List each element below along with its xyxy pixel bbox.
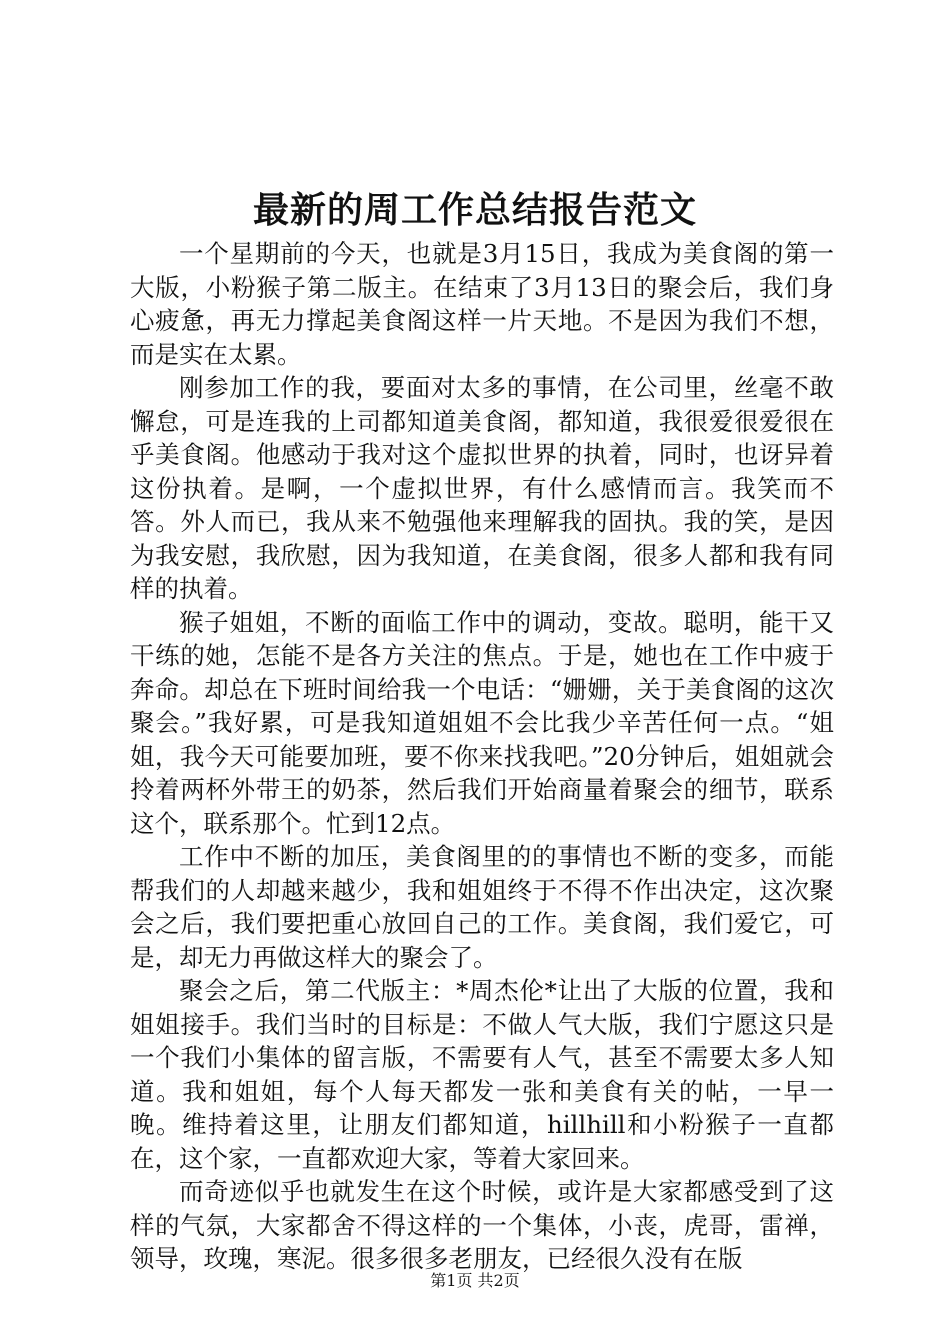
paragraph: 刚参加工作的我，要面对太多的事情，在公司里，丝毫不敢懈怠，可是连我的上司都知道美食阁，都知道，我很爱很爱很在乎美食阁。他感动于我对这个虚拟世界的执着，同时，也讶异着这份执着。是啊，一个虚拟世界，有什么感情而言。我笑而不答。外人而已，我从来不勉强他来理解我的固执。我的笑，是因为我安慰，我欣慰，因为我知道，在美食阁，很多人都和我有同样的执着。 [130, 373, 834, 603]
paragraph: 聚会之后，第二代版主：*周杰伦*让出了大版的位置，我和姐姐接手。我们当时的目标是：不做人气大版，我们宁愿这只是一个我们小集体的留言版，不需要有人气，甚至不需要太多人知道。我和姐姐，每个人每天都发一张和美食有关的帖，一早一晚。维持着这里，让朋友们都知道，hillhill和小粉猴子一直都在，这个家，一直都欢迎大家，等着大家回来。 [130, 976, 834, 1173]
paragraph: 而奇迹似乎也就发生在这个时候，或许是大家都感受到了这样的气氛，大家都舍不得这样的一个集体，小丧，虎哥，雷禅，领导，玫瑰，寒泥。很多很多老朋友，已经很久没有在版 [130, 1177, 834, 1273]
document-body [130, 237, 834, 1276]
page-footer: 第1页 共2页 [430, 1271, 520, 1290]
paragraph: 一个星期前的今天，也就是3月15日，我成为美食阁的第一大版，小粉猴子第二版主。在结束了3月13日的聚会后，我们身心疲惫，再无力撑起美食阁这样一片天地。不是因为我们不想，而是实在太累。 [130, 239, 834, 369]
paragraph: 猴子姐姐，不断的面临工作中的调动，变故。聪明，能干又干练的她，怎能不是各方关注的焦点。于是，她也在工作中疲于奔命。却总在下班时间给我一个电话：“姗姗，关于美食阁的这次聚会。”我好累，可是我知道姐姐不会比我少辛苦任何一点。“姐姐，我今天可能要加班，要不你来找我吧。”20分钟后，姐姐就会拎着两杯外带王的奶茶，然后我们开始商量着聚会的细节，联系这个，联系那个。忙到12点。 [130, 607, 834, 838]
document-title: 最新的周工作总结报告范文 [252, 189, 697, 231]
paragraph: 工作中不断的加压，美食阁里的的事情也不断的变多，而能帮我们的人却越来越少，我和姐姐终于不得不作出决定，这次聚会之后，我们要把重心放回自己的工作。美食阁，我们爱它，可是，却无力再做这样大的聚会了。 [130, 842, 834, 972]
